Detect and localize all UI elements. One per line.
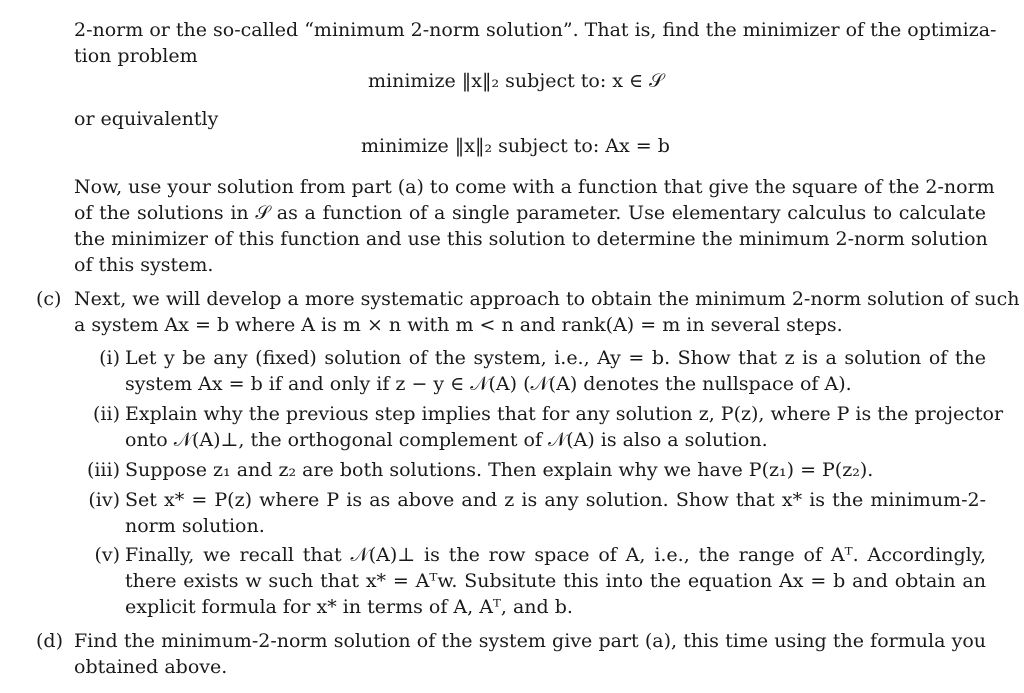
or-equivalently-text: or equivalently	[74, 108, 219, 130]
equation-minimize-constraint: minimize ‖x‖₂ subject to: Ax = b	[361, 135, 670, 157]
paragraph-line: Now, use your solution from part (a) to come with a function that give the square of the 2-norm	[74, 176, 995, 198]
step-ii-line: onto 𝒩(A)⊥, the orthogonal complement of 𝒩(A) is also a solution.	[125, 429, 768, 451]
part-d-line: obtained above.	[74, 656, 228, 678]
step-iv-label: (iv)	[88, 489, 120, 511]
step-v-line: explicit formula for x* in terms of A, Aᵀ, and b.	[125, 596, 573, 618]
step-iv-line: norm solution.	[125, 515, 265, 537]
intro-line: 2-norm or the so-called “minimum 2-norm solution”. That is, find the minimizer of the optimiza-	[74, 19, 997, 41]
step-iii-line: Suppose z₁ and z₂ are both solutions. Then explain why we have P(z₁) = P(z₂).	[125, 459, 874, 481]
paragraph-line: of this system.	[74, 254, 214, 276]
part-c-line: Next, we will develop a more systematic approach to obtain the minimum 2-norm solution of such	[74, 288, 1020, 310]
part-c-label: (c)	[36, 288, 62, 310]
step-v-label: (v)	[94, 544, 120, 566]
part-c-line: a system Ax = b where A is m × n with m < n and rank(A) = m in several steps.	[74, 314, 843, 336]
step-ii-line: Explain why the previous step implies that for any solution z, P(z), where P is the projector	[125, 403, 1004, 425]
step-v-line: there exists w such that x* = Aᵀw. Subsitute this into the equation Ax = b and obtain an	[125, 570, 986, 592]
step-i-line: Let y be any (fixed) solution of the system, i.e., Ay = b. Show that z is a solution of the	[125, 347, 986, 369]
step-iii-label: (iii)	[86, 459, 120, 481]
equation-minimize-set: minimize ‖x‖₂ subject to: x ∈ 𝒮	[368, 70, 664, 92]
step-i-label: (i)	[99, 347, 120, 369]
intro-line: tion problem	[74, 45, 198, 67]
step-i-line: system Ax = b if and only if z − y ∈ 𝒩(A) (𝒩(A) denotes the nullspace of A).	[125, 373, 852, 395]
step-iv-line: Set x* = P(z) where P is as above and z is any solution. Show that x* is the minimum-2-	[125, 489, 986, 511]
paragraph-line: of the solutions in 𝒮 as a function of a single parameter. Use elementary calculus to calculate	[74, 202, 986, 224]
part-d-label: (d)	[36, 630, 63, 652]
step-v-line: Finally, we recall that 𝒩(A)⊥ is the row space of A, i.e., the range of Aᵀ. Accordingly,	[125, 544, 986, 566]
step-ii-label: (ii)	[93, 403, 120, 425]
paragraph-line: the minimizer of this function and use this solution to determine the minimum 2-norm solution	[74, 228, 988, 250]
part-d-line: Find the minimum-2-norm solution of the system give part (a), this time using the formula you	[74, 630, 986, 652]
